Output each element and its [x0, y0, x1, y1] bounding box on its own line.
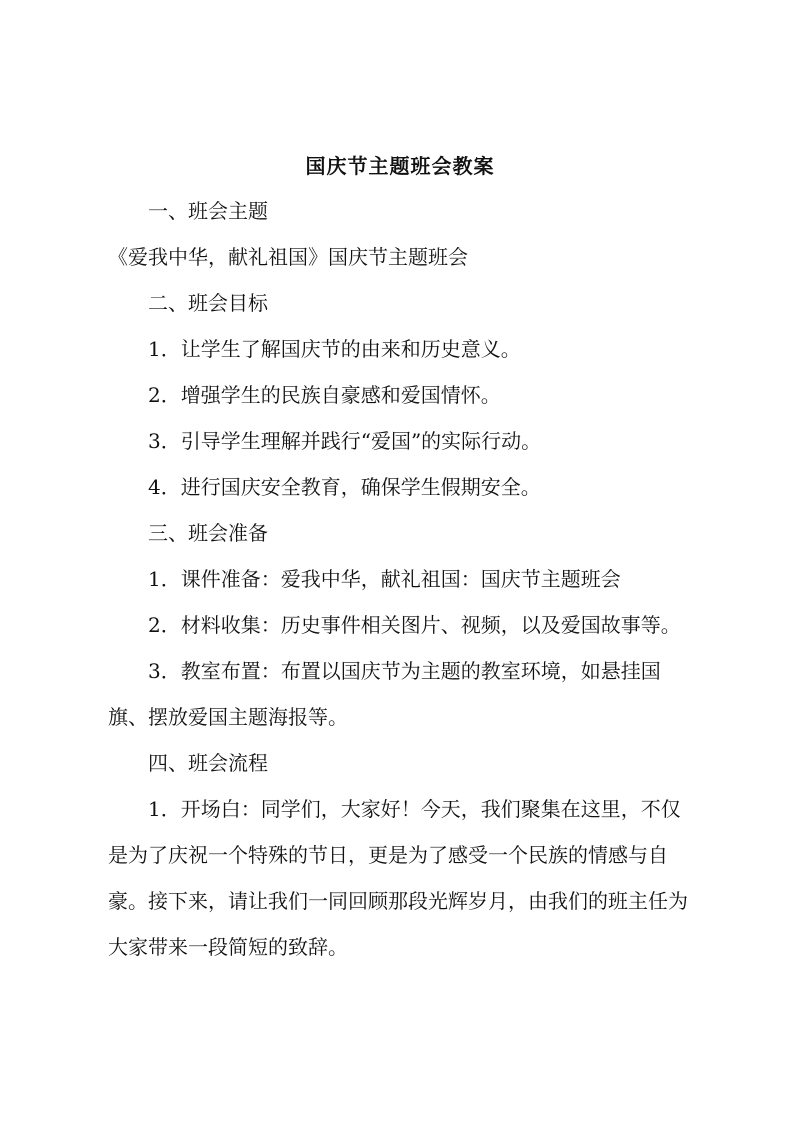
goal-item: 4．进行国庆安全教育，确保学生假期安全。 [148, 475, 541, 499]
goal-item: 2．增强学生的民族自豪感和爱国情怀。 [148, 383, 501, 407]
goal-item: 1．让学生了解国庆节的由来和历史意义。 [148, 337, 521, 361]
section-heading-process: 四、班会流程 [148, 751, 268, 775]
process-item: 1．开场白：同学们，大家好！今天，我们聚集在这里，不仅是为了庆祝一个特殊的节日，更是为了感受一个民族的情感与自豪。接下来，请让我们一同回顾那段光辉岁月，由我们的班主任为大家带来一段简短的致辞。 [108, 797, 688, 959]
preparation-item: 1．课件准备：爱我中华，献礼祖国：国庆节主题班会 [148, 567, 621, 591]
document-title: 国庆节主题班会教案 [305, 154, 495, 178]
document-body [108, 188, 692, 970]
theme-text: 《爱我中华，献礼祖国》国庆节主题班会 [108, 245, 468, 269]
preparation-item: 3．教室布置：布置以国庆节为主题的教室环境，如悬挂国旗、摆放爱国主题海报等。 [108, 659, 661, 729]
preparation-item: 2．材料收集：历史事件相关图片、视频，以及爱国故事等。 [148, 613, 681, 637]
section-heading-theme: 一、班会主题 [148, 199, 268, 223]
section-heading-goals: 二、班会目标 [148, 291, 268, 315]
goal-item: 3．引导学生理解并践行“爱国”的实际行动。 [148, 429, 542, 453]
section-heading-preparation: 三、班会准备 [148, 521, 268, 545]
